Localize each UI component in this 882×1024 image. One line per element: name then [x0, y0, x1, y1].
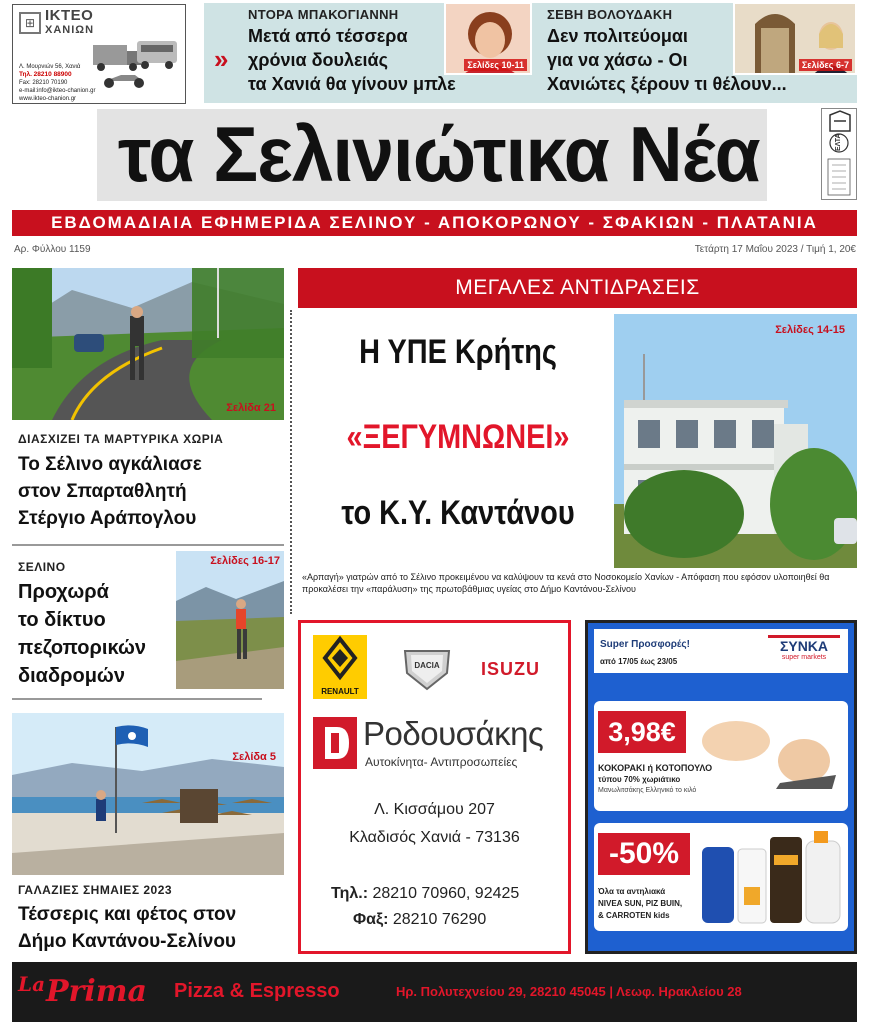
story-kicker: ΓΑΛΑΖΙΕΣ ΣΗΜΑΙΕΣ 2023	[18, 883, 173, 897]
story-headline[interactable]: Τέσσερις και φέτος στον Δήμο Καντάνου-Σελίνου	[18, 904, 237, 952]
vehicles-icon	[91, 35, 179, 91]
story-headline[interactable]: Το Σέλινο αγκάλιασε στον Σπαρταθλητή Στέργιο Αράπογλου	[18, 454, 202, 529]
offer-discount-badge: -50%	[598, 833, 690, 875]
divider	[12, 544, 284, 546]
teaser-headline: Μετά από τέσσερα χρόνια δουλειάς τα Χανιά θα γίνουν μπλε	[248, 26, 456, 94]
rodousakis-name: Ροδουσάκης	[363, 715, 544, 752]
date-and-price: Τετάρτη 17 Μαΐου 2023 / Τιμή 1, 20€	[694, 244, 856, 255]
elta-logo-icon	[822, 109, 856, 199]
newspaper-title: τα Σελινιώτικα Νέα	[118, 110, 760, 198]
lead-headline-line1[interactable]: Η ΥΠΕ Κρήτης	[359, 333, 557, 371]
teaser-pages: Σελίδες 6-7	[799, 59, 852, 71]
rodousakis-address1: Λ. Κισσάμου 207	[374, 801, 495, 818]
lead-headline-line2[interactable]: «ΞΕΓΥΜΝΩΝΕΙ»	[346, 418, 570, 456]
synka-ad[interactable]	[585, 620, 857, 954]
lead-hospital-photo[interactable]	[614, 314, 857, 568]
kteo-logo-icon: ⊞	[19, 12, 41, 34]
teaser-pages: Σελίδες 10-11	[464, 59, 527, 71]
rodousakis-fax: Φαξ: 28210 76290	[353, 911, 487, 928]
story-runner-photo[interactable]	[12, 268, 284, 420]
rodousakis-address2: Κλαδισός Χανιά - 73136	[349, 829, 520, 846]
lead-caption: «Αρπαγή» γιατρών από το Σέλινο προκειμένου να καλύψουν τα κενά στο Νοσοκομείο Χανίων - Απόφαση που εφόσον υλοποιηθεί θα προκαλέσει την «παράλυση» της πρωτοβάθμιας υγείας στο Δήμο Καντάνου-Σελίνου	[302, 572, 830, 594]
renault-logo: RENAULT	[313, 635, 367, 699]
kteo-contact: Λ. Μουρνιών 56, Χανιά Τηλ. 28210 88900 Fax: 28210 70190 e-mail:info@ikteo-chanion.gr www.ikteo-chanion.gr	[19, 64, 96, 102]
laprima-logo-la: La	[18, 972, 46, 996]
rodousakis-logo-icon	[313, 717, 357, 769]
elta-stamp	[821, 108, 857, 200]
synka-offer-chicken[interactable]: 3,98€ ΚΟΚΟΡΑΚΙ ή ΚΟΤΟΠΟΥΛΟ τύπου 70% χωριάτικο Μανωλιτσάκης Ελληνικό το κιλό	[594, 701, 848, 811]
dacia-logo: DACIA	[401, 647, 453, 693]
chevron-right-icon: »	[214, 44, 229, 74]
story-kicker: ΣΕΛΙΝΟ	[18, 560, 66, 574]
teaser-photo-voloudaki	[733, 0, 857, 100]
lead-section-banner: ΜΕΓΑΛΕΣ ΑΝΤΙΔΡΑΣΕΙΣ	[298, 268, 857, 308]
teaser-photo-bakoyanni	[444, 0, 532, 100]
story-kicker: ΔΙΑΣΧΙΖΕΙ ΤΑ ΜΑΡΤΥΡΙΚΑ ΧΩΡΙΑ	[18, 432, 224, 446]
kteo-ad[interactable]	[12, 4, 186, 104]
rodousakis-tagline: Αυτοκίνητα- Αντιπροσωπείες	[365, 755, 518, 769]
elta-label: ΕΛΤΑ	[835, 133, 842, 151]
story-pages: Σελίδα 21	[226, 402, 276, 414]
offer-price-badge: 3,98€	[598, 711, 686, 753]
teaser-name: ΝΤΟΡΑ ΜΠΑΚΟΓΙΑΝΝΗ	[248, 7, 399, 22]
story-beach-photo[interactable]	[12, 713, 284, 875]
renault-diamond-icon	[313, 635, 367, 681]
column-divider	[290, 310, 292, 614]
synka-offer-suncare[interactable]: -50% Όλα τα αντηλιακά NIVEA SUN, PIZ BUIN, & CARROTEN kids	[594, 823, 848, 931]
lead-headline-line3[interactable]: το Κ.Υ. Καντάνου	[341, 494, 575, 532]
dacia-shield-icon	[401, 647, 453, 693]
divider	[12, 698, 262, 700]
laprima-logo-prima: Prima	[46, 974, 147, 1009]
teaser-bakoyanni[interactable]	[248, 0, 456, 100]
teaser-headline: Δεν πολιτεύομαι για να χάσω - Οι Χανιώτες ξέρουν τι θέλουν...	[547, 26, 787, 94]
lead-pages: Σελίδες 14-15	[775, 324, 845, 336]
portrait-image	[733, 2, 857, 75]
story-pages: Σελίδες 16-17	[210, 555, 280, 567]
rodousakis-phone: Τηλ.: 28210 70960, 92425	[331, 885, 520, 902]
issue-number: Αρ. Φύλλου 1159	[14, 244, 91, 255]
newspaper-subtitle-banner: ΕΒΔΟΜΑΔΙΑΙΑ ΕΦΗΜΕΡΙΔΑ ΣΕΛΙΝΟΥ - ΑΠΟΚΟΡΩΝΟΥ - ΣΦΑΚΙΩΝ - ΠΛΑΤΑΝΙΑ	[12, 210, 857, 236]
story-pages: Σελίδα 5	[232, 751, 276, 763]
kteo-brand-sub: ΧΑΝΙΩΝ	[45, 24, 95, 36]
laprima-address: Ηρ. Πολυτεχνείου 29, 28210 45045 | Λεωφ. Ηρακλείου 28	[396, 984, 742, 999]
story-hiking-photo[interactable]	[176, 551, 284, 689]
rodousakis-ad[interactable]	[298, 620, 571, 954]
kteo-brand: ΙΚΤΕΟ	[45, 7, 94, 24]
chicken-icon	[696, 705, 844, 789]
sunscreen-bottles-icon	[698, 827, 844, 927]
teaser-name: ΣΕΒΗ ΒΟΛΟΥΔΑΚΗ	[547, 7, 673, 22]
synka-header: Super Προσφορές! από 17/05 έως 23/05 ΣΥΝΚΑ super markets	[594, 629, 848, 673]
portrait-image	[444, 2, 532, 75]
laprima-tagline: Pizza & Espresso	[174, 980, 340, 1002]
laprima-footer-ad[interactable]	[12, 962, 857, 1022]
isuzu-logo: ISUZU	[481, 659, 540, 679]
synka-logo: ΣΥΝΚΑ super markets	[768, 635, 840, 665]
story-headline[interactable]: Προχωρά το δίκτυο πεζοπορικών διαδρομών	[18, 581, 146, 687]
